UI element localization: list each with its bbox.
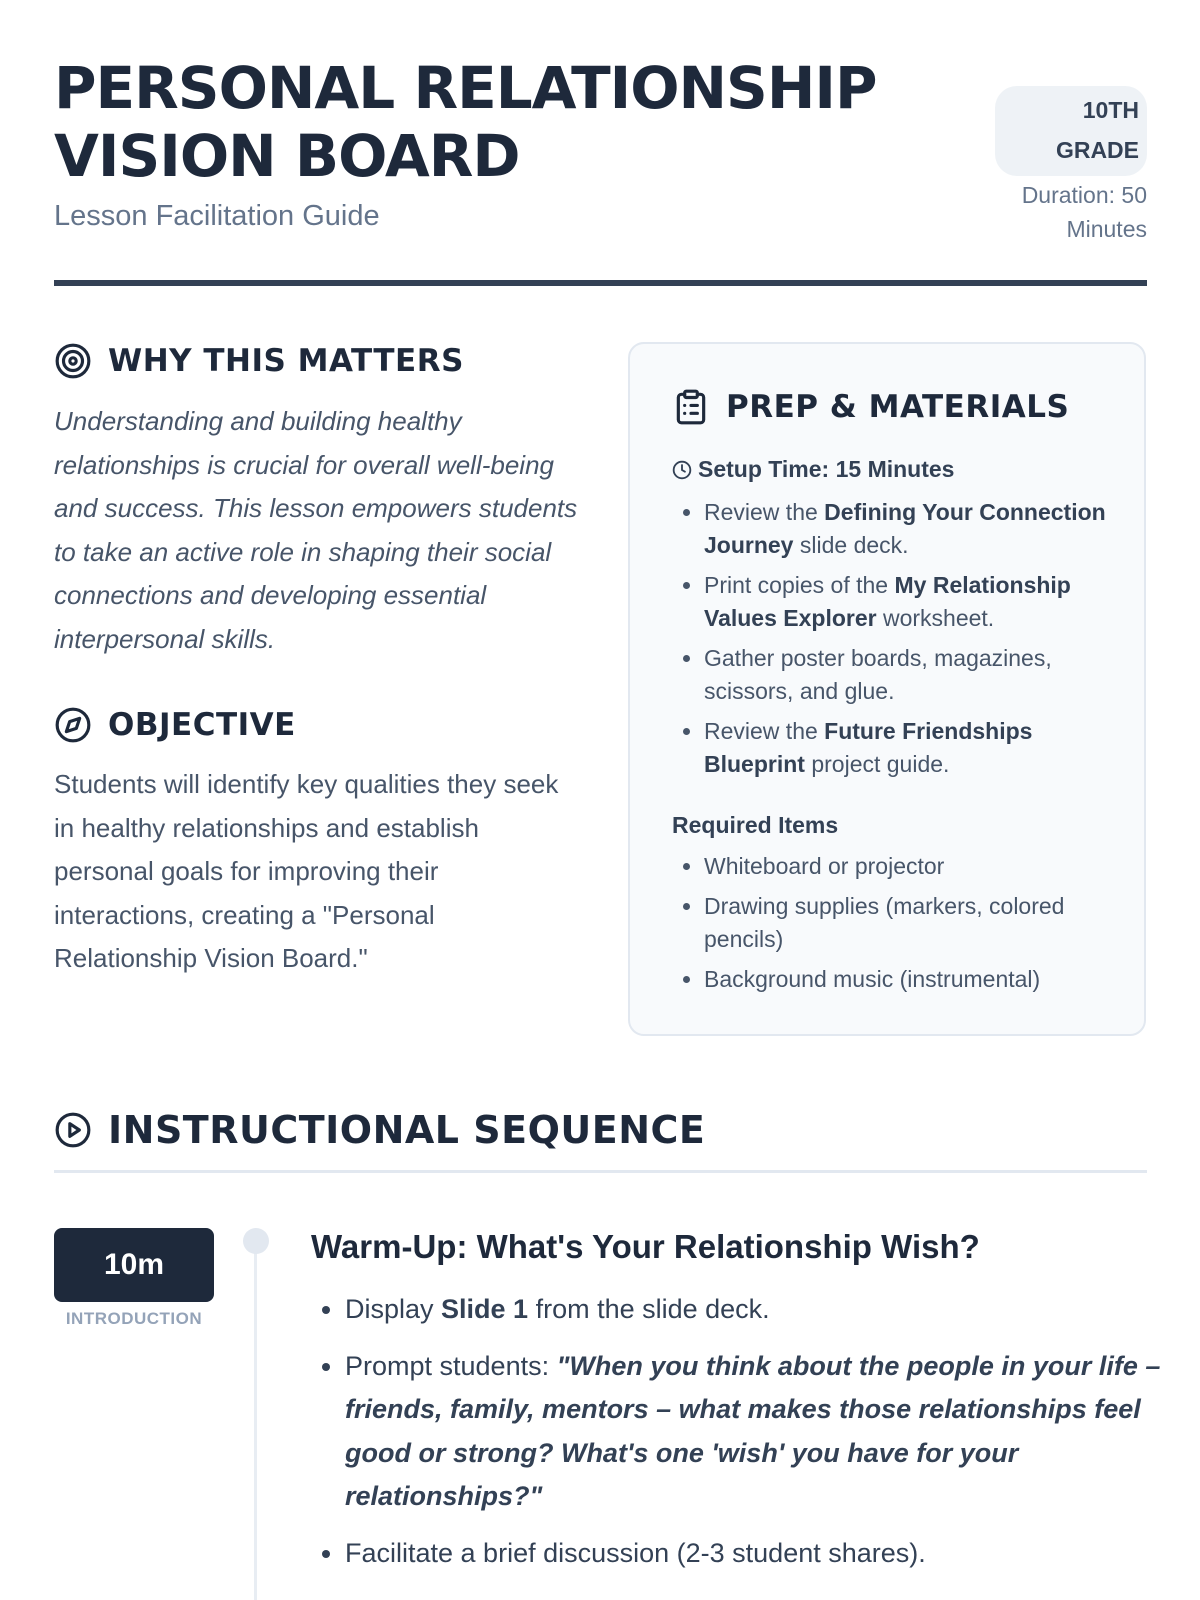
prompt-quote: "When you think about the people in your life – friends, family, mentors – what makes those relationships feel good or strong? What's one 'wish' you have for your relationships?"	[345, 1350, 1161, 1511]
timeline-line	[254, 1238, 257, 1600]
required-item: • Background music (instrumental)	[704, 963, 1144, 996]
objective-text: Students will identify key qualities they seek in healthy relationships and establish personal goals for improving their interactions, creating a "Personal Relationship Vision Board."	[54, 769, 559, 973]
why-text: Understanding and building healthy relationships is crucial for overall well-being and success. This lesson empowers students to take an active role in shaping their social connections and developing essential interpersonal skills.	[54, 406, 578, 654]
objective-heading	[54, 706, 296, 744]
step-bullets	[311, 1288, 1185, 1588]
objective-heading-text: OBJECTIVE	[108, 707, 296, 743]
step-bullet: • Display Slide 1 from the slide deck.	[345, 1288, 1185, 1332]
duration-label: Duration: 50 Minutes	[1021, 182, 1147, 242]
compass-icon	[54, 706, 92, 744]
step-bullet: • Prompt students: "When you think about the people in your life – friends, family, mentors – what makes those relationships feel good or strong? What's one 'wish' you have for your relationships?"	[345, 1345, 1185, 1519]
required-item: • Whiteboard or projector	[704, 850, 1144, 883]
prep-item: • Gather poster boards, magazines, scissors, and glue.	[704, 642, 1134, 708]
prep-item: • Review the Future Friendships Blueprint project guide.	[704, 715, 1134, 781]
step-title: Warm-Up: What's Your Relationship Wish?	[311, 1228, 980, 1265]
required-items-list	[672, 850, 1144, 1003]
why-heading	[54, 342, 464, 380]
lesson-meta	[947, 86, 1147, 246]
prep-materials-card	[628, 342, 1146, 1036]
prep-item: • Review the Defining Your Connection Journey slide deck.	[704, 496, 1134, 562]
page-header	[54, 54, 1147, 286]
grade-badge: 10TH GRADE	[995, 86, 1147, 176]
required-items-heading: Required Items	[672, 812, 839, 838]
sequence-divider	[54, 1170, 1147, 1173]
play-circle-icon	[54, 1111, 92, 1149]
sequence-heading-text: INSTRUCTIONAL SEQUENCE	[108, 1108, 706, 1152]
required-item: • Drawing supplies (markers, colored pencils)	[704, 890, 1144, 956]
prep-heading-text: PREP & MATERIALS	[726, 389, 1070, 425]
prep-list	[672, 496, 1134, 788]
setup-time	[672, 456, 954, 483]
page-subtitle: Lesson Facilitation Guide	[54, 200, 380, 232]
prep-item: • Print copies of the My Relationship Values Explorer worksheet.	[704, 569, 1134, 635]
step-bullet: • Facilitate a brief discussion (2-3 student shares).	[345, 1532, 1185, 1576]
step-phase-label: INTRODUCTION	[65, 1309, 203, 1328]
header-divider	[54, 280, 1147, 286]
step-time-chip: 10m	[54, 1228, 214, 1302]
prep-heading	[672, 388, 1069, 426]
clock-icon	[672, 460, 692, 480]
clipboard-icon	[672, 388, 710, 426]
why-heading-text: WHY THIS MATTERS	[108, 343, 464, 379]
page-title: PERSONAL RELATIONSHIP VISION BOARD	[54, 54, 877, 190]
target-icon	[54, 342, 92, 380]
sequence-heading	[54, 1108, 705, 1152]
timeline-dot	[243, 1228, 269, 1254]
setup-time-text: Setup Time: 15 Minutes	[698, 456, 955, 482]
